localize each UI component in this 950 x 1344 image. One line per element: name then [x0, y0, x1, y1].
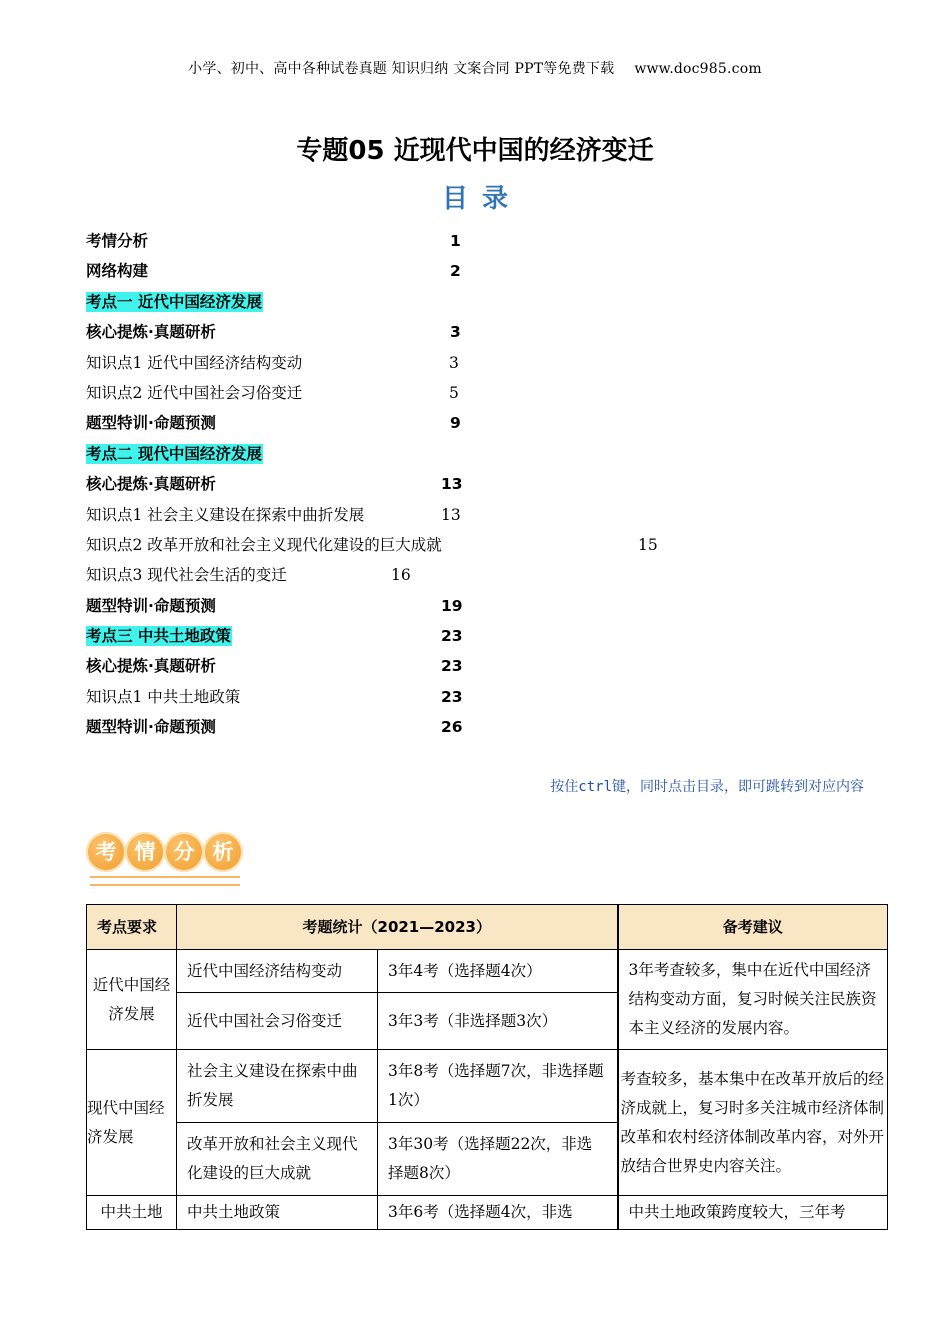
badge-char: 分 [164, 832, 204, 872]
toc-entry-label: 知识点1 中共土地政策 [86, 687, 241, 706]
knowledge-point-cell: 近代中国社会习俗变迁 [177, 993, 378, 1050]
toc-entry-label: 题型特训·命题预测 [86, 718, 216, 737]
toc-entry-page: 13 [441, 475, 463, 494]
header-exam-point: 考点要求 [87, 905, 177, 950]
toc-entry-page: 23 [441, 627, 463, 646]
document-title: 专题05 近现代中国的经济变迁 [296, 136, 654, 166]
toc-section-label: 考点三 中共土地政策 [86, 627, 231, 646]
toc-entry[interactable] [86, 530, 886, 560]
toc-entry[interactable] [86, 439, 886, 469]
toc-entry-label: 题型特训·命题预测 [86, 596, 216, 615]
toc-entry-page: 2 [450, 262, 461, 281]
toc-entry[interactable] [86, 287, 886, 317]
section-badge-exam-analysis [86, 832, 246, 886]
toc-entry-page: 16 [391, 566, 411, 585]
table-row [87, 950, 888, 993]
toc-entry-page: 19 [441, 596, 463, 615]
toc-entry[interactable] [86, 408, 886, 438]
toc-entry-page: 23 [441, 687, 463, 706]
knowledge-point-cell: 中共土地政策 [177, 1196, 378, 1230]
toc-entry[interactable] [86, 500, 886, 530]
statistics-cell: 3年30考（选择题22次，非选择题8次） [378, 1123, 618, 1196]
badge-char: 析 [203, 832, 243, 872]
toc-entry[interactable] [86, 682, 886, 712]
toc-entry[interactable] [86, 256, 886, 286]
toc-entry-label: 知识点2 近代中国社会习俗变迁 [86, 383, 303, 402]
toc-entry-page: 23 [441, 657, 463, 676]
header-site-link[interactable]: www.doc985.com [634, 61, 762, 77]
knowledge-point-cell: 近代中国经济结构变动 [177, 950, 378, 993]
advice-cell: 考查较多，基本集中在改革开放后的经济成就上，复习时多关注城市经济体制改革和农村经济体制改革内容，对外开放结合世界史内容关注。 [618, 1050, 888, 1196]
toc-entry-page: 15 [638, 535, 658, 554]
toc-section-label: 考点一 近代中国经济发展 [86, 292, 262, 311]
toc-entry-page: 1 [450, 232, 461, 250]
toc-entry[interactable] [86, 469, 886, 499]
toc-entry-page: 9 [450, 414, 461, 433]
toc-entry[interactable] [86, 226, 886, 256]
table-row [87, 1196, 888, 1230]
badge-char: 情 [125, 832, 165, 872]
page-header [0, 58, 950, 78]
badge-underline [90, 876, 240, 886]
toc-entry[interactable] [86, 651, 886, 681]
toc-entry-label: 知识点2 改革开放和社会主义现代化建设的巨大成就 [86, 535, 442, 554]
topic-cell: 近代中国经济发展 [87, 950, 177, 1050]
table-header-row [87, 905, 888, 950]
toc-entry-label: 题型特训·命题预测 [86, 414, 216, 433]
table-of-contents [86, 226, 886, 743]
toc-entry-page: 3 [449, 353, 459, 372]
toc-entry[interactable] [86, 591, 886, 621]
statistics-cell: 3年4考（选择题4次） [378, 950, 618, 993]
toc-entry-label: 知识点1 近代中国经济结构变动 [86, 353, 303, 372]
statistics-cell: 3年3考（非选择题3次） [378, 993, 618, 1050]
toc-entry-label: 核心提炼·真题研析 [86, 657, 216, 676]
toc-navigation-hint: 按住ctrl键，同时点击目录，即可跳转到对应内容 [550, 779, 864, 795]
statistics-cell: 3年8考（选择题7次，非选择题1次） [378, 1050, 618, 1123]
toc-entry-label: 知识点3 现代社会生活的变迁 [86, 566, 287, 585]
knowledge-point-cell: 改革开放和社会主义现代化建设的巨大成就 [177, 1123, 378, 1196]
header-exam-statistics: 考题统计（2021—2023） [177, 905, 618, 950]
header-text: 小学、初中、高中各种试卷真题 知识归纳 文案合同 PPT等免费下载 [188, 61, 615, 77]
topic-cell: 现代中国经济发展 [87, 1050, 177, 1196]
toc-section-label: 考点二 现代中国经济发展 [86, 444, 262, 463]
toc-entry-page: 26 [441, 718, 463, 737]
advice-cell: 中共土地政策跨度较大，三年考 [618, 1196, 888, 1230]
toc-entry[interactable] [86, 348, 886, 378]
toc-entry-label: 知识点1 社会主义建设在探索中曲折发展 [86, 505, 365, 524]
toc-entry-label: 核心提炼·真题研析 [86, 323, 216, 342]
toc-entry-page: 5 [449, 383, 459, 402]
toc-entry[interactable] [86, 378, 886, 408]
table-row [87, 1050, 888, 1123]
toc-entry[interactable] [86, 317, 886, 347]
toc-entry[interactable] [86, 712, 886, 742]
toc-entry-label: 核心提炼·真题研析 [86, 475, 216, 494]
exam-statistics-table [86, 904, 888, 1230]
toc-entry-label: 网络构建 [86, 262, 149, 281]
badge-char: 考 [86, 832, 126, 872]
advice-cell: 3年考查较多，集中在近代中国经济结构变动方面，复习时候关注民族资本主义经济的发展内容。 [618, 950, 888, 1050]
toc-heading: 目录 [441, 184, 522, 214]
toc-entry[interactable] [86, 621, 886, 651]
toc-entry-page: 13 [441, 505, 461, 524]
statistics-cell: 3年6考（选择题4次，非选 [378, 1196, 618, 1230]
knowledge-point-cell: 社会主义建设在探索中曲折发展 [177, 1050, 378, 1123]
toc-entry[interactable] [86, 560, 886, 590]
toc-entry-label: 考情分析 [86, 232, 149, 250]
header-study-advice: 备考建议 [618, 905, 888, 950]
topic-cell: 中共土地 [87, 1196, 177, 1230]
toc-entry-page: 3 [450, 323, 461, 342]
